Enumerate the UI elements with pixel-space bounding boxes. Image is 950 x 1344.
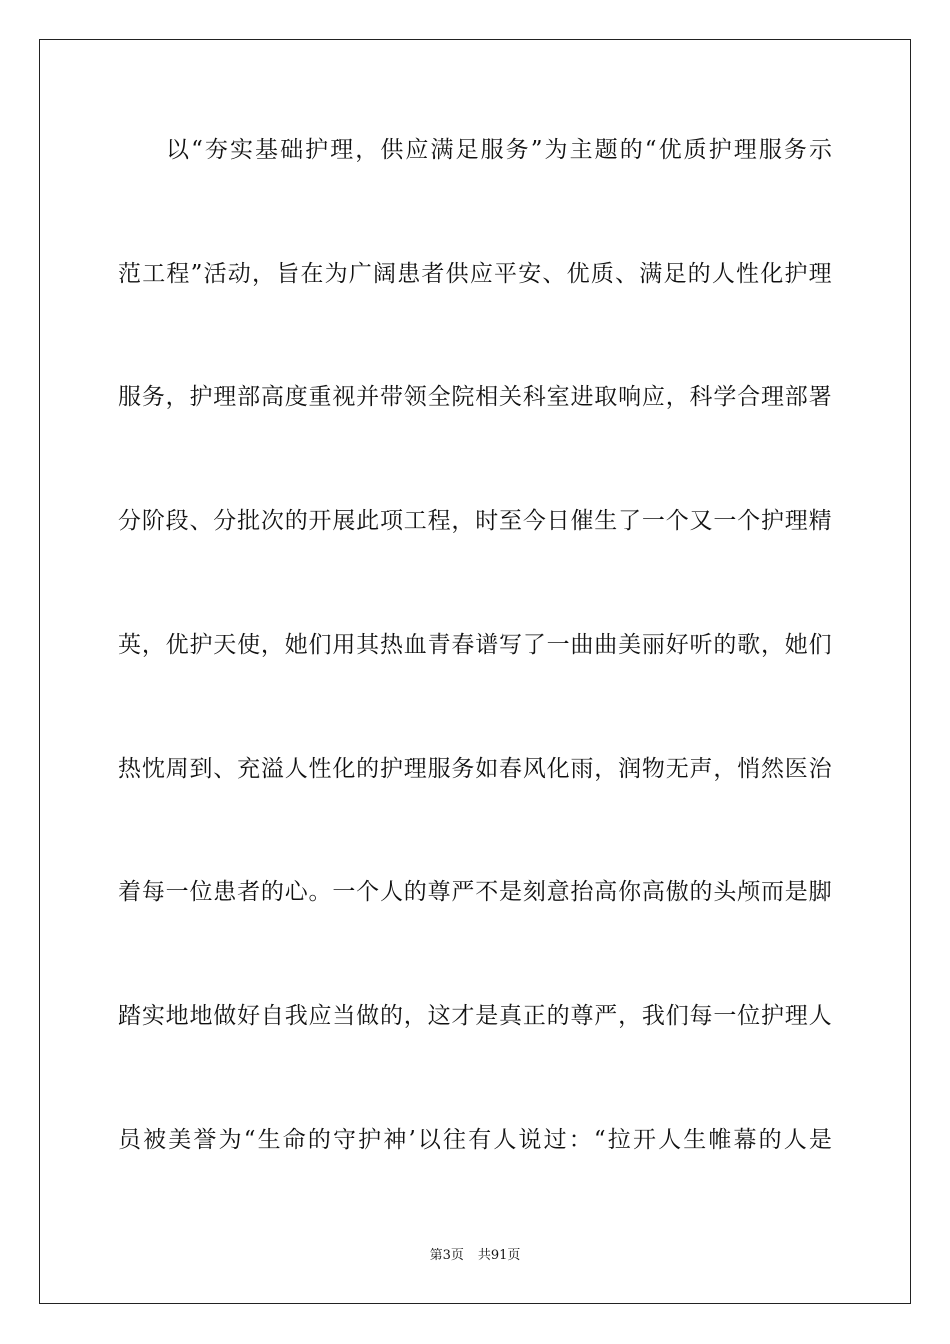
page-number-total: 共91页	[477, 1248, 521, 1263]
paragraph-line-5: 英 ， 优 护 天 使 ， 她 们 用 其 热 血 青 春 谱 写 了 一 曲 曲 美 丽 好 听 的 歌 ， 她 们	[118, 632, 832, 658]
page-border	[39, 39, 911, 1304]
page-footer	[0, 1247, 950, 1265]
paragraph-line-7: 着 每 一 位 患 者 的 心 。 一 个 人 的 尊 严 不 是 刻 意 抬 高 你 高 傲 的 头 颅 而 是 脚	[118, 879, 832, 905]
paragraph-line-8: 踏 实 地 地 做 好 自 我 应 当 做 的 ， 这 才 是 真 正 的 尊 严 ， 我 们 每 一 位 护 理 人	[118, 1003, 832, 1029]
paragraph-line-6: 热 忱 周 到 、 充 溢 人 性 化 的 护 理 服 务 如 春 风 化 雨 ， 润 物 无 声 ， 悄 然 医 治	[118, 756, 832, 782]
paragraph-line-9: 员 被 美 誉 为 “ 生 命 的 守 护 神 ’ 以 往 有 人 说 过 ： “ 拉 开 人 生 帷 幕 的 人 是	[118, 1127, 832, 1153]
paragraph-line-4: 分 阶 段 、 分 批 次 的 开 展 此 项 工 程 ， 时 至 今 日 催 生 了 一 个 又 一 个 护 理 精	[118, 508, 832, 534]
paragraph-line-2: 范 工 程 ” 活 动 ， 旨 在 为 广 阔 患 者 供 应 平 安 、 优 质 、 满 足 的 人 性 化 护 理	[118, 261, 832, 287]
paragraph-line-1: 以 “ 夯 实 基 础 护 理 ， 供 应 满 足 服 务 ” 为 主 题 的 “ 优 质 护 理 服 务 示	[166, 137, 832, 163]
paragraph-line-3: 服 务 ， 护 理 部 高 度 重 视 并 带 领 全 院 相 关 科 室 进 取 响 应 ， 科 学 合 理 部 署	[118, 384, 832, 410]
page-number-current: 第3页	[429, 1248, 464, 1263]
